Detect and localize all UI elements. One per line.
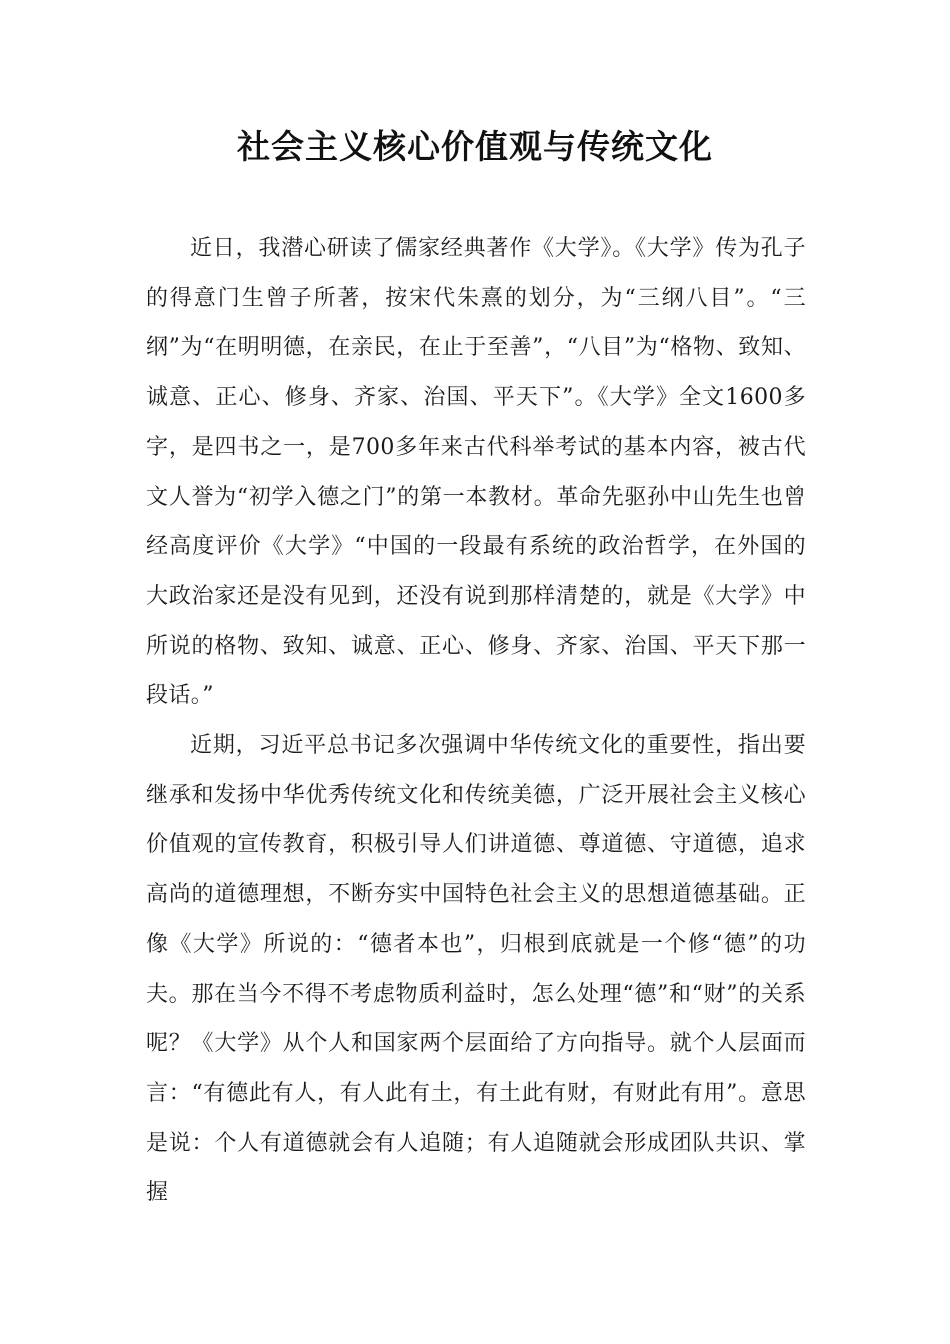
paragraph-2: 近期，习近平总书记多次强调中华传统文化的重要性，指出要继承和发扬中华优秀传统文化和传统美德，广泛开展社会主义核心价值观的宣传教育，积极引导人们讲道德、尊道德、守道德，追求高尚的道德理想，不断夯实中国特色社会主义的思想道德基础。正像《大学》所说的：“德者本也”，归根到底就是一个修“德”的功夫。那在当今不得不考虑物质利益时，怎么处理“德”和“财”的关系呢？《大学》从个人和国家两个层面给了方向指导。就个人层面而言：“有德此有人，有人此有土，有土此有财，有财此有用”。意思是说：个人有道德就会有人追随；有人追随就会形成团队共识、掌握	[146, 733, 806, 1206]
paragraph-1: 近日，我潜心研读了儒家经典著作《大学》。《大学》传为孔子的得意门生曾子所著，按宋代朱熹的划分，为“三纲八目”。“三纲”为“在明明德，在亲民，在止于至善”，“八目”为“格物、致知、诚意、正心、修身、齐家、治国、平天下”。《大学》全文1600多字，是四书之一，是700多年来古代科举考试的基本内容，被古代文人誉为“初学入德之门”的第一本教材。革命先驱孙中山先生也曾经高度评价《大学》“中国的一段最有系统的政治哲学，在外国的大政治家还是没有见到，还没有说到那样清楚的，就是《大学》中所说的格物、致知、诚意、正心、修身、齐家、治国、平天下那一段话。”	[146, 236, 806, 709]
document-body	[146, 224, 806, 1218]
document-title: 社会主义核心价值观与传统文化	[237, 127, 713, 166]
